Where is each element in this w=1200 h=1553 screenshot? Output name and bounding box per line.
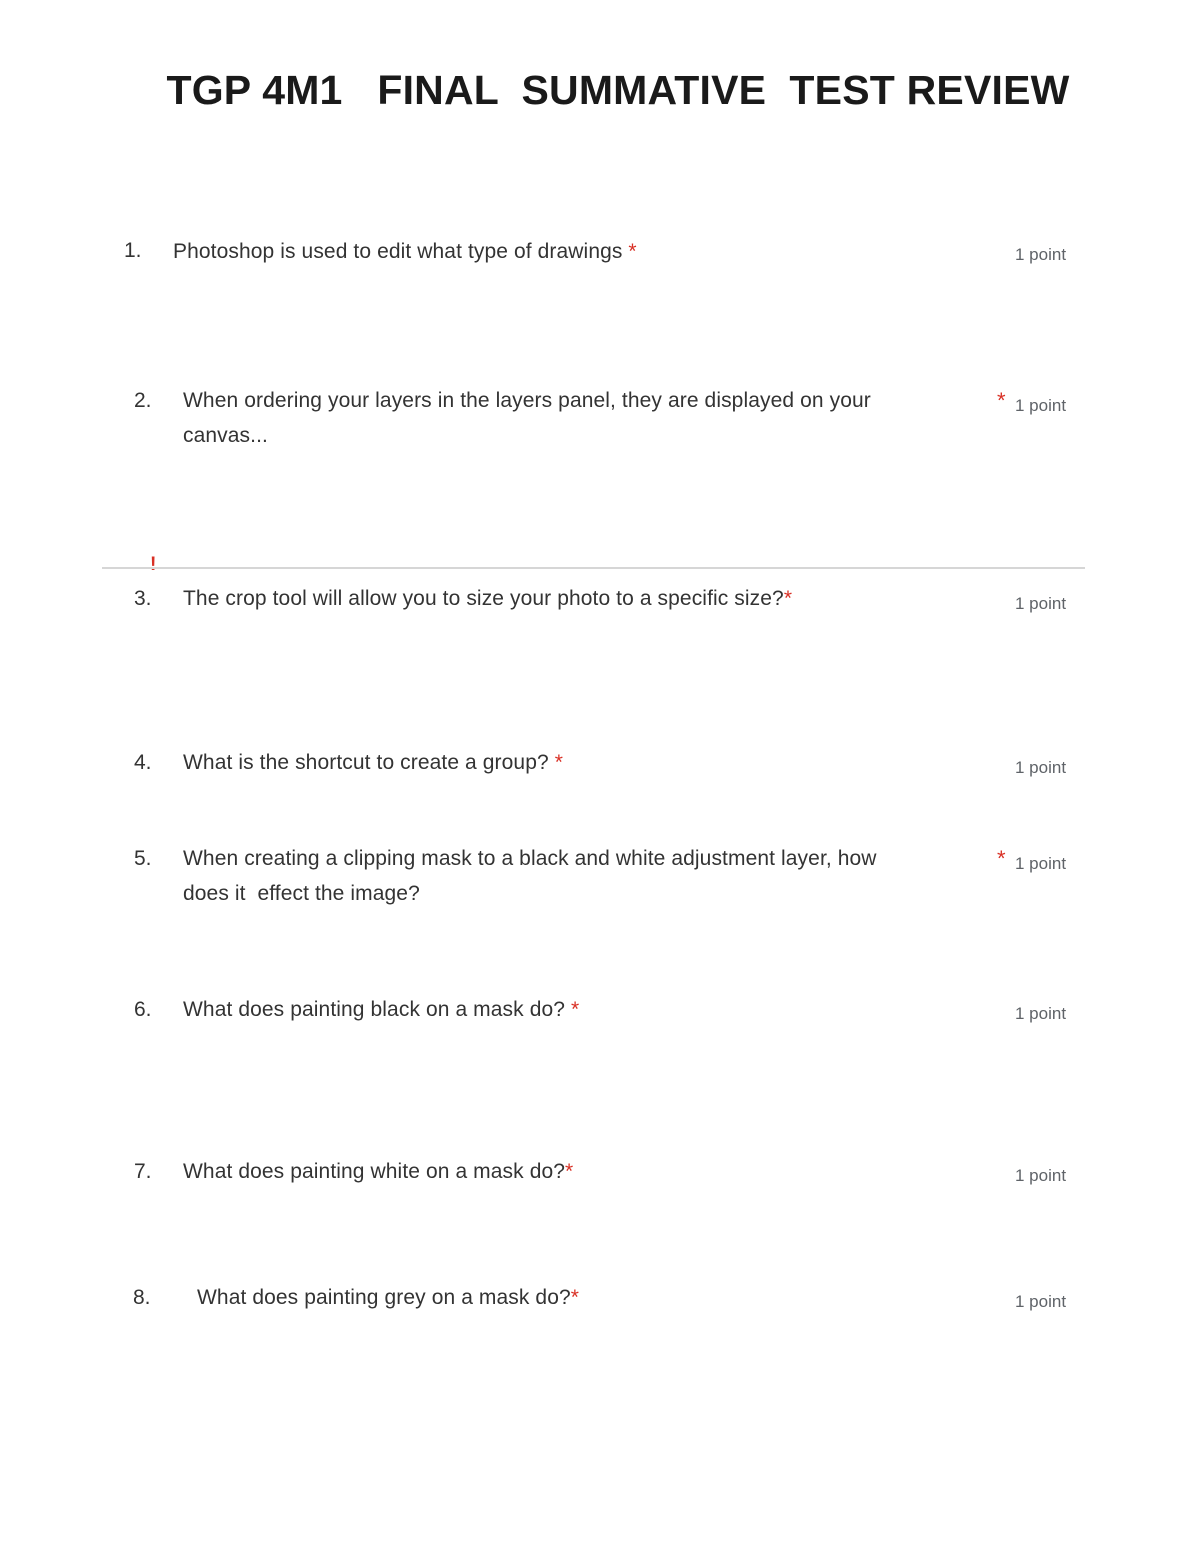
question-text: When ordering your layers in the layers panel, they are displayed on your canvas... bbox=[183, 389, 871, 447]
required-asterisk: * bbox=[570, 1286, 580, 1309]
required-asterisk: * bbox=[554, 751, 563, 774]
question-text: What does painting black on a mask do? * bbox=[183, 998, 580, 1021]
points-label: 1 point bbox=[1015, 396, 1067, 415]
points-label: 1 point bbox=[1015, 1166, 1067, 1185]
question-text: What does painting white on a mask do?* bbox=[183, 1160, 574, 1183]
points-label: 1 point bbox=[1015, 594, 1067, 613]
question-number: 2. bbox=[134, 389, 152, 412]
section-divider bbox=[102, 567, 1085, 569]
required-asterisk: * bbox=[565, 1160, 574, 1183]
required-asterisk: * bbox=[570, 998, 580, 1021]
question-number: 4. bbox=[134, 751, 152, 774]
question-text: What does painting grey on a mask do?* bbox=[197, 1286, 580, 1309]
points-label: 1 point bbox=[1015, 758, 1067, 777]
points-label: 1 point bbox=[1015, 245, 1067, 264]
question-text: What is the shortcut to create a group? * bbox=[183, 751, 563, 774]
required-asterisk: * bbox=[628, 240, 637, 263]
required-asterisk: * bbox=[783, 587, 793, 610]
page-title: TGP 4M1 FINAL SUMMATIVE TEST REVIEW bbox=[166, 67, 1070, 113]
question-text: Photoshop is used to edit what type of drawings * bbox=[173, 240, 637, 263]
points-label: 1 point bbox=[1015, 1292, 1067, 1311]
question-number: 7. bbox=[134, 1160, 152, 1183]
question-number: 1. bbox=[124, 239, 142, 262]
points-label: 1 point bbox=[1015, 854, 1067, 873]
question-number: 8. bbox=[133, 1286, 151, 1309]
question-text: When creating a clipping mask to a black and white adjustment layer, how does it effect the image? bbox=[183, 847, 877, 905]
question-text: The crop tool will allow you to size your photo to a specific size?* bbox=[183, 587, 793, 610]
question-number: 5. bbox=[134, 847, 152, 870]
question-number: 3. bbox=[134, 587, 152, 610]
required-asterisk: * bbox=[997, 388, 1006, 413]
warning-icon: ! bbox=[150, 554, 157, 575]
question-number: 6. bbox=[134, 998, 152, 1021]
points-label: 1 point bbox=[1015, 1004, 1067, 1023]
required-asterisk: * bbox=[997, 846, 1006, 871]
